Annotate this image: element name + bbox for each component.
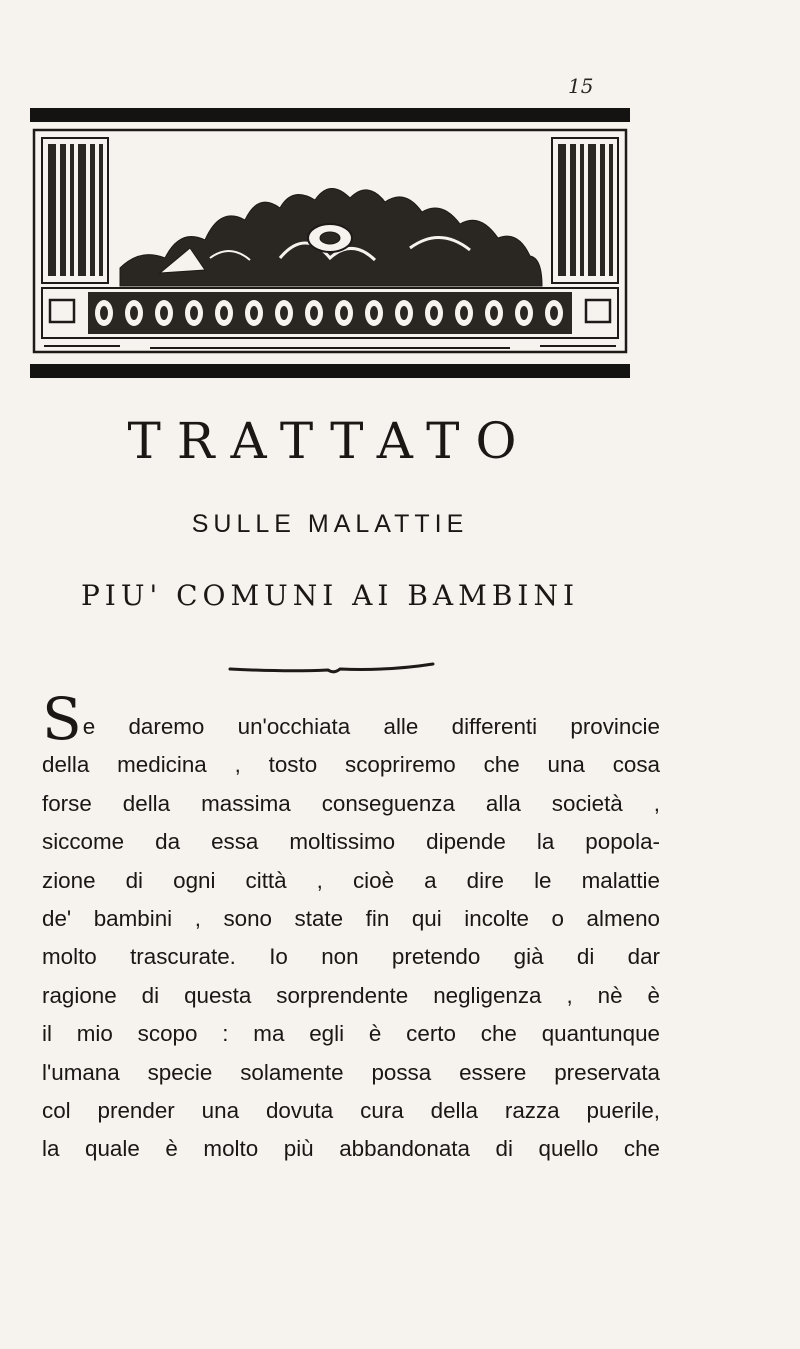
subtitle-line-1: SULLE MALATTIE [191,510,469,538]
text-line: molto trascurate. Io non pretendo già di dar [42,944,660,970]
headpiece-bottom-band [30,364,630,378]
text-line: siccome da essa moltissimo dipende la popola- [42,829,660,855]
page-number: 15 [568,74,594,98]
text-line: della medicina , tosto scopriremo che una cosa [42,752,660,778]
headpiece-top-band [30,108,630,122]
subtitle-line-2: PIU' COMUNI AI BAMBINI [80,579,580,612]
headpiece-central-scene [120,188,542,286]
drop-cap: S [42,685,82,753]
headpiece-roundel-frieze [42,288,618,338]
text-line: de' bambini , sono state fin qui incolte o almeno [42,906,660,932]
book-title: TRATTATO [127,412,533,470]
text-line: la quale è molto più abbandonata di quello che [42,1136,660,1162]
body-paragraph [42,685,660,1169]
text-line: ragione di questa sorprendente negligenza , nè è [42,982,660,1008]
text-line: col prender una dovuta cura della razza puerile, [42,1098,660,1124]
headpiece-right-pillar [552,138,618,283]
decorative-rule [228,660,438,678]
text-line: forse della massima conseguenza alla società , [42,790,660,816]
text-line: il mio scopo : ma egli è certo che quantunque [42,1021,660,1047]
text-line-1: Se daremo un'occhiata alle differenti provincie [42,685,660,753]
text-line: l'umana specie solamente possa essere preservata [42,1059,660,1085]
headpiece-left-pillar [42,138,108,283]
text-line: zione di ogni città , cioè a dire le malattie [42,867,660,893]
engraved-headpiece-ornament [30,108,630,378]
